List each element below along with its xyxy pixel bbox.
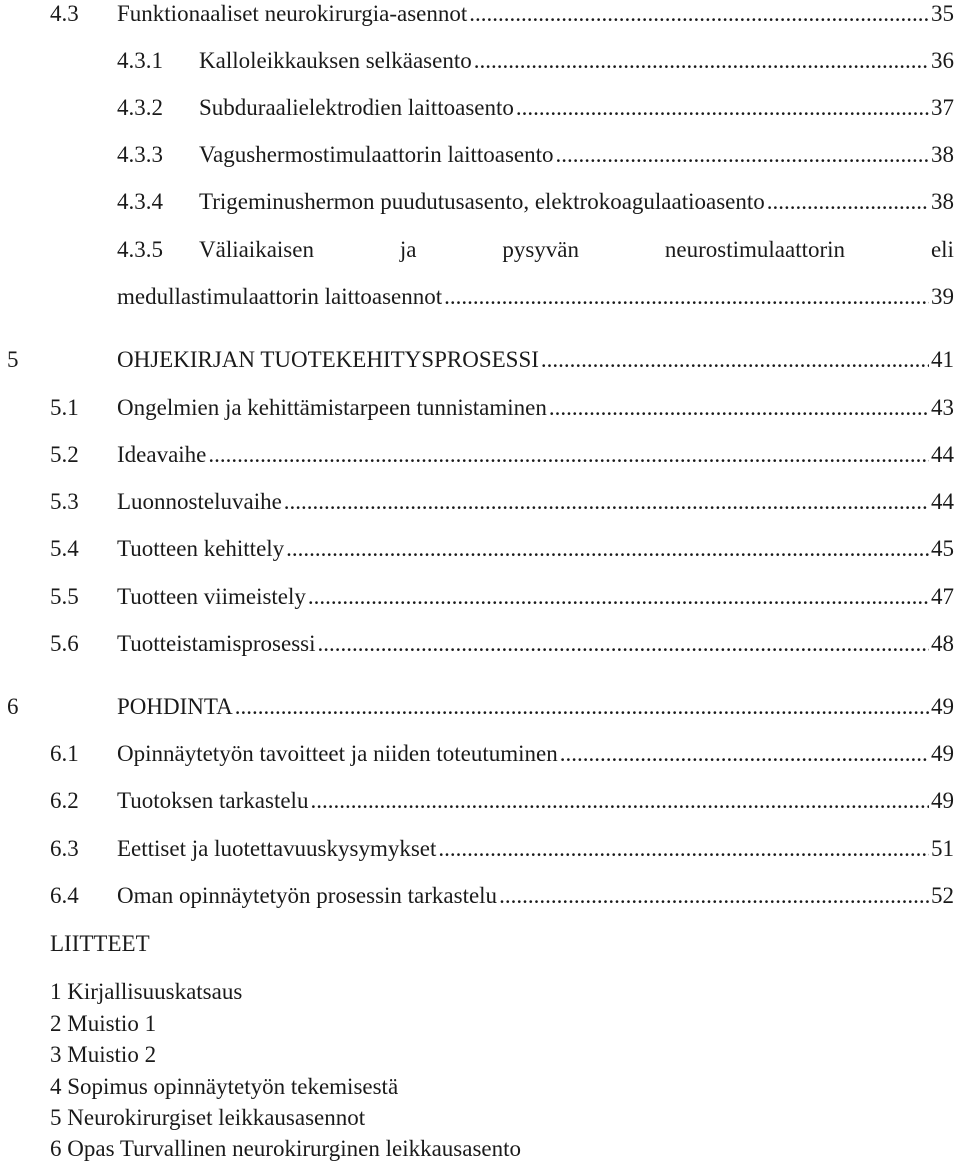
toc-page-number: 37 xyxy=(931,95,954,120)
toc-entry[interactable] xyxy=(50,435,960,475)
toc-word: Väliaikaisen xyxy=(199,237,314,262)
toc-number: 4.3 xyxy=(50,1,79,26)
toc-page-number: 47 xyxy=(931,584,954,609)
toc-entry[interactable] xyxy=(117,88,960,128)
appendix-item[interactable]: 5 Neurokirurgiset leikkausasennot xyxy=(50,1105,366,1130)
toc-title: Opinnäytetyön tavoitteet ja niiden toteutuminen xyxy=(117,741,558,766)
toc-leader xyxy=(556,142,929,168)
toc-title: Tuotteen kehittely xyxy=(117,536,285,561)
appendix-item[interactable]: 6 Opas Turvallinen neurokirurginen leikkausasento xyxy=(50,1136,522,1161)
toc-number: 5 xyxy=(7,347,19,372)
toc-title: Tuotoksen tarkastelu xyxy=(117,788,309,813)
toc-entry[interactable] xyxy=(50,529,960,569)
toc-leader xyxy=(516,95,929,121)
toc-leader xyxy=(318,631,929,657)
toc-leader xyxy=(549,395,929,421)
toc-word: pysyvän xyxy=(502,237,580,262)
toc-title: OHJEKIRJAN TUOTEKEHITYSPROSESSI xyxy=(117,347,539,372)
appendix-item[interactable]: 3 Muistio 2 xyxy=(50,1042,157,1067)
toc-leader xyxy=(286,536,929,562)
toc-entry[interactable] xyxy=(117,182,960,222)
toc-title: Trigeminushermon puudutusasento, elektrokoagulaatioasento xyxy=(199,189,765,214)
toc-leader xyxy=(541,347,929,373)
toc-leader xyxy=(310,788,929,814)
toc-entry[interactable] xyxy=(50,781,960,821)
appendix-item[interactable]: 4 Sopimus opinnäytetyön tekemisestä xyxy=(50,1074,399,1099)
toc-number: 6.4 xyxy=(50,883,79,908)
toc-title: Tuotteistamisprosessi xyxy=(117,631,316,656)
toc-number: 4.3.1 xyxy=(117,48,163,73)
toc-leader xyxy=(767,189,929,215)
toc-number: 6.1 xyxy=(50,741,79,766)
toc-page-number: 38 xyxy=(931,189,954,214)
toc-number: 4.3.4 xyxy=(117,189,163,214)
toc-leader xyxy=(560,741,929,767)
toc-word: neurostimulaattorin xyxy=(664,237,846,262)
toc-page-number: 41 xyxy=(931,347,954,372)
toc-leader xyxy=(308,584,929,610)
toc-entry[interactable] xyxy=(50,482,960,522)
toc-entry[interactable] xyxy=(117,41,960,81)
toc-leader xyxy=(474,48,929,74)
toc-page-number: 43 xyxy=(931,395,954,420)
toc-page-number: 44 xyxy=(931,489,954,514)
toc-page-number: 49 xyxy=(931,694,954,719)
toc-leader xyxy=(444,284,929,310)
toc-page-number: 48 xyxy=(931,631,954,656)
toc-word: ja xyxy=(399,237,417,262)
toc-title: Eettiset ja luotettavuuskysymykset xyxy=(117,836,437,861)
toc-entry[interactable] xyxy=(50,734,960,774)
toc-title: Ideavaihe xyxy=(117,442,207,467)
toc-entry[interactable] xyxy=(50,829,960,869)
toc-page-number: 49 xyxy=(931,788,954,813)
toc-page-number: 51 xyxy=(931,836,954,861)
toc-leader xyxy=(208,442,929,468)
toc-entry-continuation[interactable] xyxy=(117,277,960,317)
toc-page-number: 36 xyxy=(931,48,954,73)
toc-title: Vagushermostimulaattorin laittoasento xyxy=(199,142,554,167)
toc-leader xyxy=(438,836,929,862)
toc-page-number: 49 xyxy=(931,741,954,766)
toc-title: Subduraalielektrodien laittoasento xyxy=(199,95,514,120)
toc-title: medullastimulaattorin laittoasennot xyxy=(117,284,443,309)
appendix-item[interactable]: 2 Muistio 1 xyxy=(50,1011,157,1036)
toc-entry[interactable] xyxy=(7,687,960,727)
toc-leader xyxy=(284,489,929,515)
toc-leader xyxy=(235,694,929,720)
toc-entry[interactable] xyxy=(50,876,960,916)
toc-number: 5.4 xyxy=(50,536,79,561)
toc-entry[interactable] xyxy=(50,577,960,617)
toc-number: 6.2 xyxy=(50,788,79,813)
toc-number: 5.1 xyxy=(50,395,79,420)
toc-title: Ongelmien ja kehittämistarpeen tunnistaminen xyxy=(117,395,547,420)
toc-number: 4.3.5 xyxy=(117,237,163,262)
toc-page-number: 39 xyxy=(931,284,954,309)
toc-title: POHDINTA xyxy=(117,694,233,719)
toc-number: 6.3 xyxy=(50,836,79,861)
toc-page-number: 35 xyxy=(931,1,954,26)
toc-title: Funktionaaliset neurokirurgia-asennot xyxy=(117,1,468,26)
toc-entry[interactable] xyxy=(117,230,960,270)
toc-number: 5.3 xyxy=(50,489,79,514)
toc-number: 6 xyxy=(7,694,19,719)
toc-title: Tuotteen viimeistely xyxy=(117,584,306,609)
toc-entry[interactable] xyxy=(50,624,960,664)
toc-leader xyxy=(499,883,929,909)
toc-leader xyxy=(469,1,929,27)
toc-title: Oman opinnäytetyön prosessin tarkastelu xyxy=(117,883,498,908)
toc-word: eli xyxy=(930,237,954,262)
toc-page-number: 52 xyxy=(931,883,954,908)
toc-entry[interactable] xyxy=(7,340,960,380)
toc-number: 5.5 xyxy=(50,584,79,609)
toc-title xyxy=(199,237,960,263)
toc-number: 5.6 xyxy=(50,631,79,656)
toc-number: 4.3.3 xyxy=(117,142,163,167)
toc-entry[interactable] xyxy=(50,0,960,34)
toc-title: Luonnosteluvaihe xyxy=(117,489,282,514)
toc-title: Kalloleikkauksen selkäasento xyxy=(199,48,472,73)
toc-page-number: 44 xyxy=(931,442,954,467)
appendices-heading: LIITTEET xyxy=(50,931,150,956)
toc-page-number: 38 xyxy=(931,142,954,167)
toc-entry[interactable] xyxy=(117,135,960,175)
toc-number: 5.2 xyxy=(50,442,79,467)
toc-entry[interactable] xyxy=(50,388,960,428)
toc-number: 4.3.2 xyxy=(117,95,163,120)
toc-page-number: 45 xyxy=(931,536,954,561)
appendix-item[interactable]: 1 Kirjallisuuskatsaus xyxy=(50,979,243,1004)
